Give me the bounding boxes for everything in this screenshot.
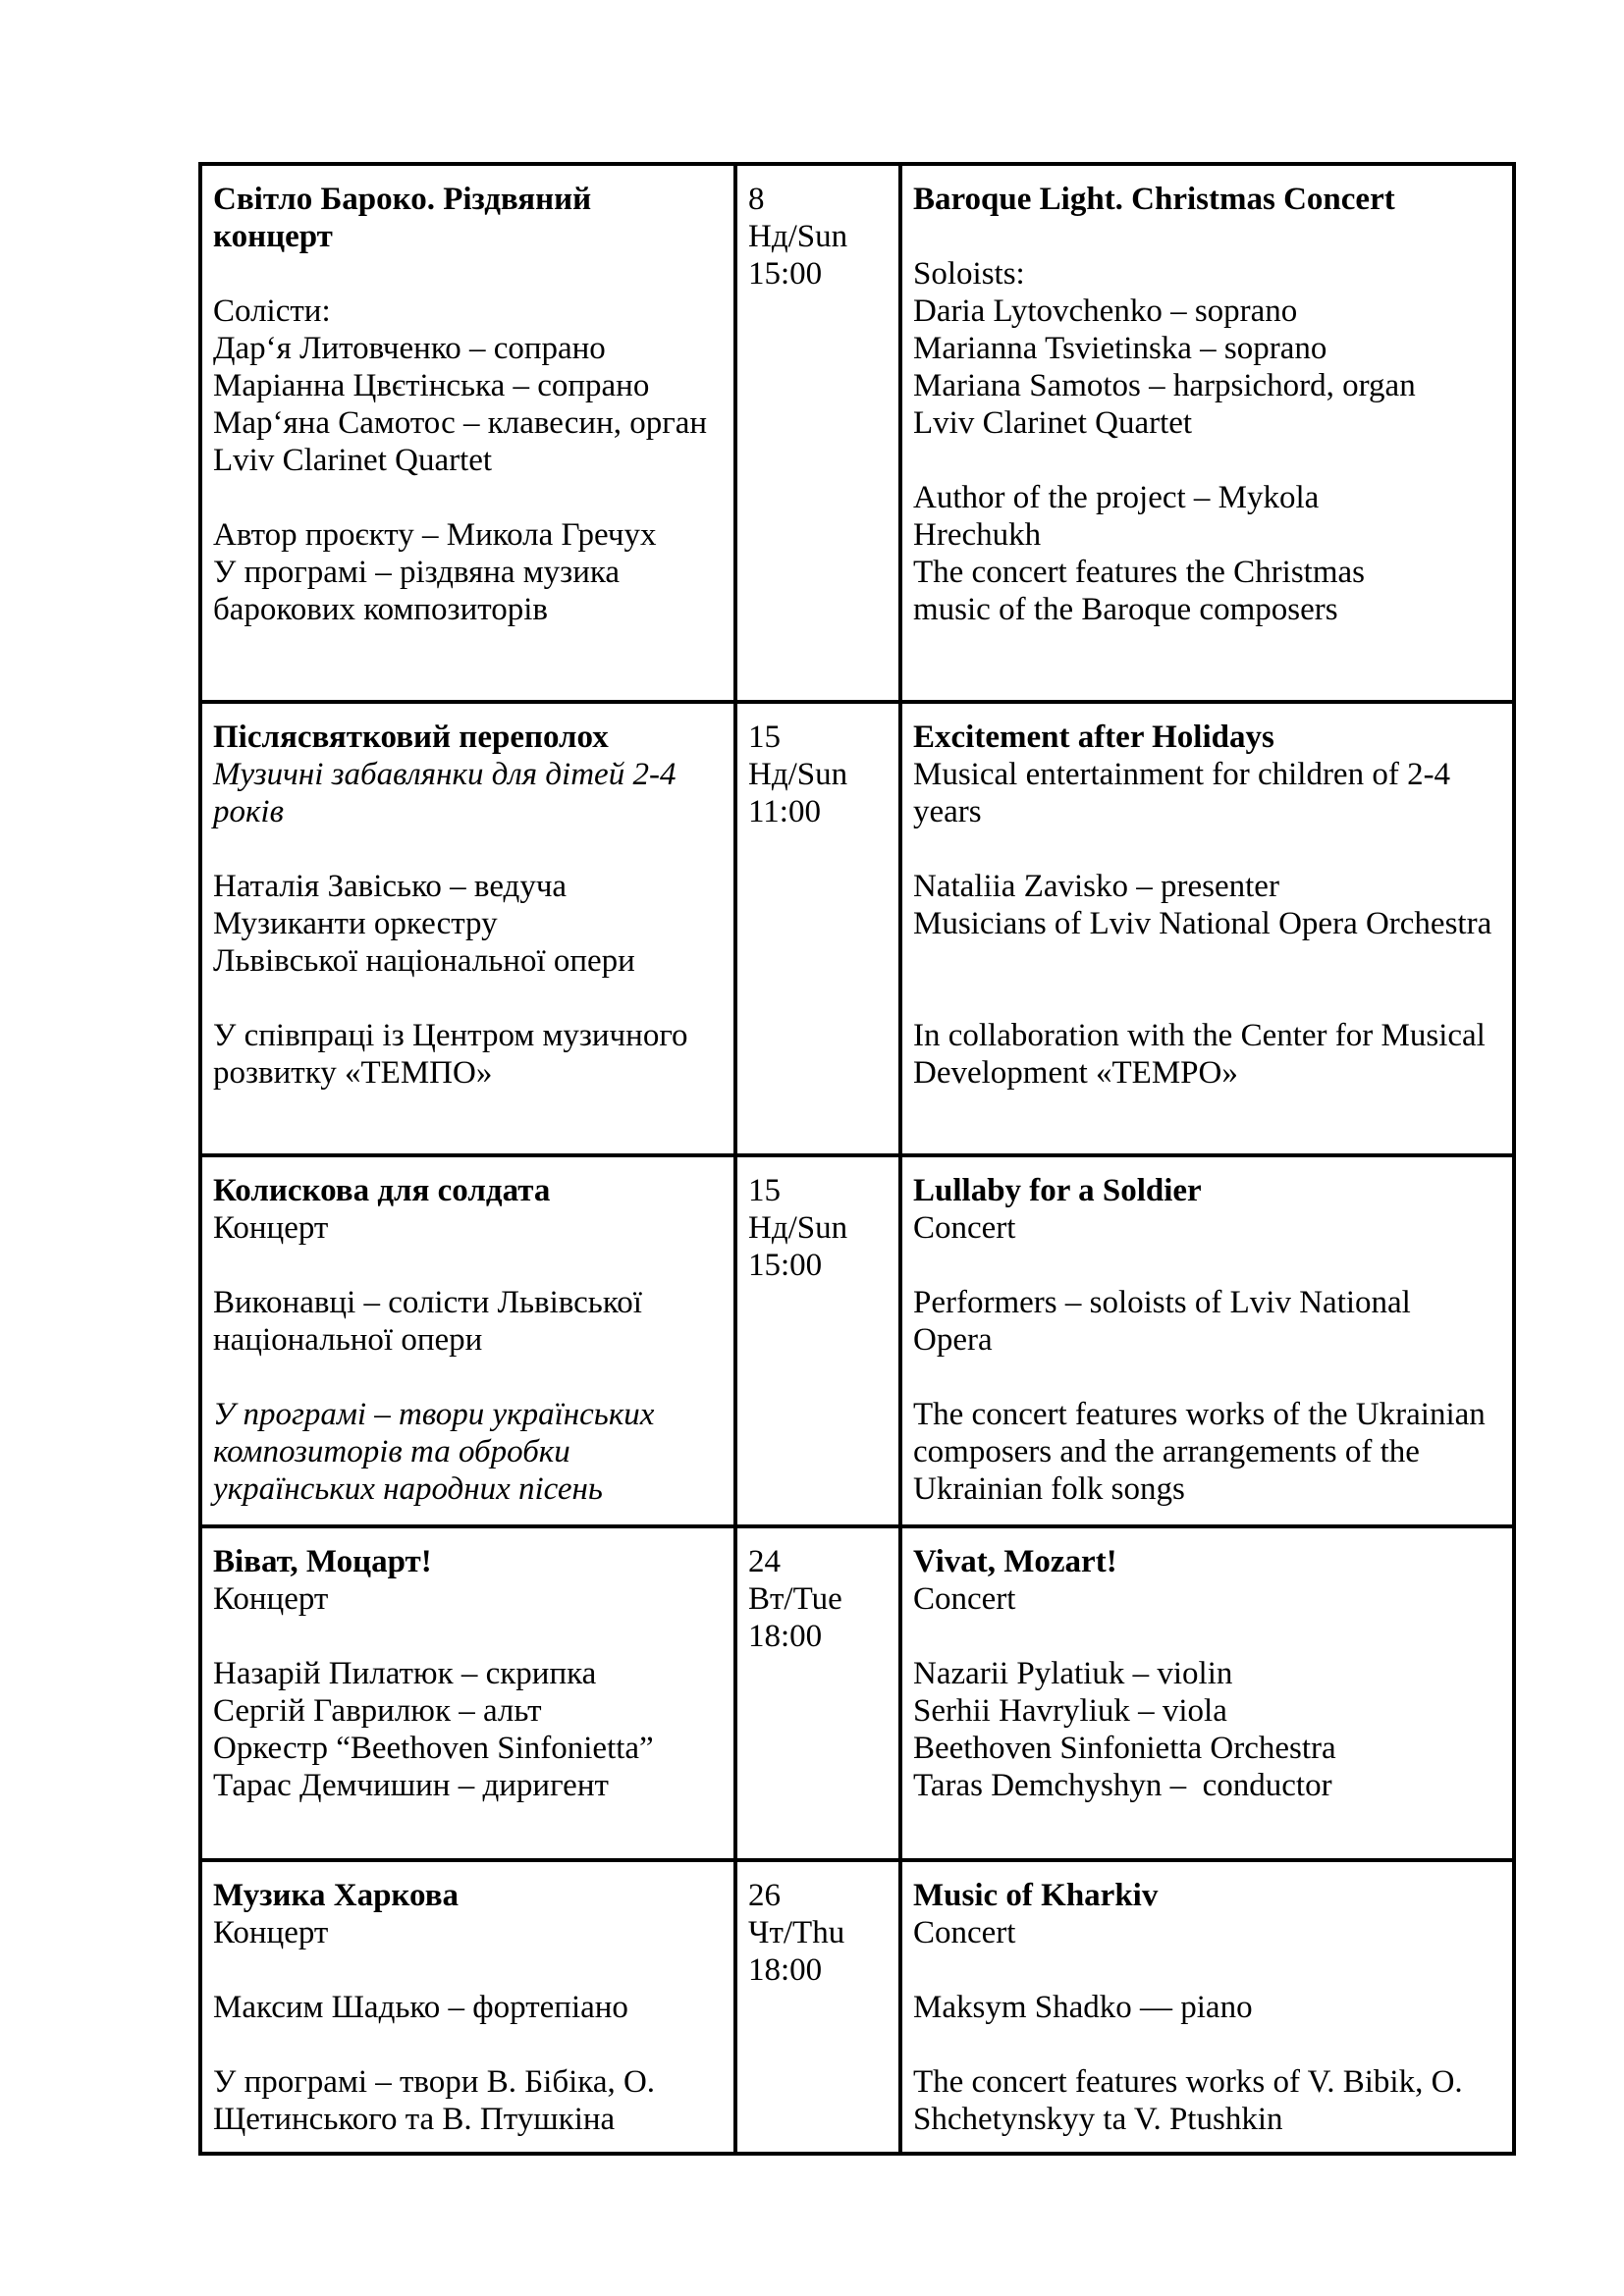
- cell-program-en: [900, 702, 1514, 1155]
- blank-line: [913, 942, 1501, 980]
- text-line: Музичні забавлянки для дітей 2-4: [213, 757, 677, 792]
- text-line: Daria Lytovchenko – soprano: [913, 294, 1298, 329]
- blank-line: [913, 980, 1501, 1017]
- text-line: Concert: [913, 1581, 1016, 1617]
- cell-program-uk: [200, 1860, 735, 2154]
- text-line: Наталія Завісько – ведуча: [213, 869, 568, 904]
- text-line: Віват, Моцарт!: [213, 1544, 432, 1579]
- text-line: Маріанна Цвєтінська – сопрано: [213, 368, 650, 403]
- cell-program-en: [900, 1860, 1514, 2154]
- text-line: Світло Бароко. Різдвяний: [213, 182, 592, 217]
- cell-program-uk: [200, 164, 735, 702]
- date-time: 15:00: [748, 1248, 823, 1283]
- cell-program-en: [900, 1526, 1514, 1860]
- date-weekday: Чт/Thu: [748, 1915, 845, 1950]
- text-line: Lviv Clarinet Quartet: [913, 405, 1193, 441]
- date-time: 18:00: [748, 1619, 823, 1654]
- text-line: Musical entertainment for children of 2-4: [913, 757, 1451, 792]
- text-line: Назарій Пилатюк – скрипка: [213, 1656, 597, 1691]
- text-line: Музиканти оркестру: [213, 906, 498, 941]
- text-line: Marianna Tsvietinska – soprano: [913, 331, 1327, 366]
- text-line: Максим Шадько – фортепіано: [213, 1990, 628, 2025]
- date-day: 24: [748, 1544, 781, 1579]
- text-line: Сергій Гаврилюк – альт: [213, 1693, 542, 1729]
- text-line: Mariana Samotos – harpsichord, organ: [913, 368, 1416, 403]
- cell-program-en: [900, 1155, 1514, 1526]
- date-day: 15: [748, 1173, 781, 1208]
- blank-line: [213, 1951, 723, 1989]
- text-line: Taras Demchyshyn – conductor: [913, 1768, 1332, 1803]
- text-line: Щетинського та В. Птушкіна: [213, 2102, 616, 2137]
- text-line: Concert: [913, 1210, 1016, 1246]
- text-line: Shchetynskyy ta V. Ptushkin: [913, 2102, 1283, 2137]
- text-line: українських народних пісень: [213, 1471, 603, 1507]
- blank-line: [213, 2026, 723, 2063]
- blank-line: [913, 1951, 1501, 1989]
- text-line: The concert features the Christmas: [913, 555, 1365, 590]
- text-line: The concert features works of V. Bibik, O.: [913, 2064, 1463, 2100]
- cell-program-uk: [200, 702, 735, 1155]
- text-line: Music of Kharkiv: [913, 1878, 1159, 1913]
- text-line: У програмі – твори В. Бібіка, О.: [213, 2064, 656, 2100]
- date-time: 18:00: [748, 1952, 823, 1988]
- text-line: Author of the project – Mykola: [913, 480, 1320, 515]
- blank-line: [913, 2026, 1501, 2063]
- blank-line: [213, 1618, 723, 1655]
- cell-datetime: [735, 1155, 900, 1526]
- cell-datetime: [735, 164, 900, 702]
- text-line: композиторів та обробки: [213, 1434, 570, 1469]
- cell-program-uk: [200, 1155, 735, 1526]
- text-line: Excitement after Holidays: [913, 720, 1274, 755]
- text-line: Concert: [913, 1915, 1016, 1950]
- text-line: Serhii Havryliuk – viola: [913, 1693, 1227, 1729]
- table-row: [200, 1860, 1514, 2154]
- blank-line: [913, 218, 1501, 255]
- text-line: Виконавці – солісти Львівської: [213, 1285, 642, 1320]
- date-day: 26: [748, 1878, 781, 1913]
- text-line: Мар‘яна Самотос – клавесин, орган: [213, 405, 708, 441]
- text-line: Nataliia Zavisko – presenter: [913, 869, 1279, 904]
- date-time: 11:00: [748, 794, 821, 829]
- text-line: років: [213, 794, 284, 829]
- text-line: У співпраці із Центром музичного: [213, 1018, 688, 1053]
- text-line: барокових композиторів: [213, 592, 548, 627]
- date-day: 8: [748, 182, 765, 217]
- date-weekday: Нд/Sun: [748, 1210, 848, 1246]
- text-line: Ukrainian folk songs: [913, 1471, 1185, 1507]
- date-day: 15: [748, 720, 781, 755]
- text-line: концерт: [213, 219, 333, 254]
- blank-line: [213, 255, 723, 293]
- text-line: Концерт: [213, 1915, 329, 1950]
- cell-datetime: [735, 702, 900, 1155]
- table-row: [200, 1526, 1514, 1860]
- table-row: [200, 164, 1514, 702]
- date-weekday: Нд/Sun: [748, 757, 848, 792]
- text-line: Hrechukh: [913, 517, 1042, 553]
- text-line: Колискова для солдата: [213, 1173, 551, 1208]
- date-weekday: Вт/Tue: [748, 1581, 842, 1617]
- concert-schedule-table: [198, 162, 1516, 2156]
- table-row: [200, 702, 1514, 1155]
- text-line: Концерт: [213, 1210, 329, 1246]
- cell-program-uk: [200, 1526, 735, 1860]
- date-weekday: Нд/Sun: [748, 219, 848, 254]
- blank-line: [913, 830, 1501, 868]
- text-line: Soloists:: [913, 256, 1025, 292]
- text-line: У програмі – твори українських: [213, 1397, 655, 1432]
- text-line: Оркестр “Beethoven Sinfonietta”: [213, 1731, 654, 1766]
- text-line: Солісти:: [213, 294, 331, 329]
- text-line: Opera: [913, 1322, 993, 1358]
- cell-datetime: [735, 1860, 900, 2154]
- text-line: The concert features works of the Ukrainian: [913, 1397, 1486, 1432]
- blank-line: [213, 830, 723, 868]
- text-line: Beethoven Sinfonietta Orchestra: [913, 1731, 1336, 1766]
- text-line: Lviv Clarinet Quartet: [213, 443, 493, 478]
- cell-datetime: [735, 1526, 900, 1860]
- text-line: національної опери: [213, 1322, 483, 1358]
- text-line: years: [913, 794, 982, 829]
- text-line: Nazarii Pylatiuk – violin: [913, 1656, 1233, 1691]
- blank-line: [213, 980, 723, 1017]
- cell-program-en: [900, 164, 1514, 702]
- text-line: Автор проєкту – Микола Гречух: [213, 517, 657, 553]
- blank-line: [213, 1247, 723, 1284]
- text-line: Тарас Демчишин – диригент: [213, 1768, 609, 1803]
- text-line: Maksym Shadko — piano: [913, 1990, 1253, 2025]
- text-line: Музика Харкова: [213, 1878, 460, 1913]
- schedule-table-body: [200, 164, 1514, 2154]
- blank-line: [913, 1618, 1501, 1655]
- text-line: composers and the arrangements of the: [913, 1434, 1420, 1469]
- text-line: Післясвятковий переполох: [213, 720, 609, 755]
- text-line: Львівської національної опери: [213, 943, 635, 979]
- text-line: Vivat, Mozart!: [913, 1544, 1117, 1579]
- text-line: In collaboration with the Center for Musical: [913, 1018, 1486, 1053]
- text-line: Lullaby for a Soldier: [913, 1173, 1202, 1208]
- blank-line: [913, 1359, 1501, 1396]
- blank-line: [913, 442, 1501, 479]
- text-line: Development «TEMPO»: [913, 1055, 1238, 1091]
- text-line: Performers – soloists of Lviv National: [913, 1285, 1411, 1320]
- blank-line: [213, 1359, 723, 1396]
- table-row: [200, 1155, 1514, 1526]
- text-line: Musicians of Lviv National Opera Orchestra: [913, 906, 1492, 941]
- text-line: music of the Baroque composers: [913, 592, 1338, 627]
- text-line: Baroque Light. Christmas Concert: [913, 182, 1395, 217]
- blank-line: [213, 479, 723, 516]
- text-line: Дар‘я Литовченко – сопрано: [213, 331, 606, 366]
- text-line: У програмі – різдвяна музика: [213, 555, 621, 590]
- date-time: 15:00: [748, 256, 823, 292]
- blank-line: [913, 1247, 1501, 1284]
- text-line: Концерт: [213, 1581, 329, 1617]
- text-line: розвитку «ТЕМПО»: [213, 1055, 493, 1091]
